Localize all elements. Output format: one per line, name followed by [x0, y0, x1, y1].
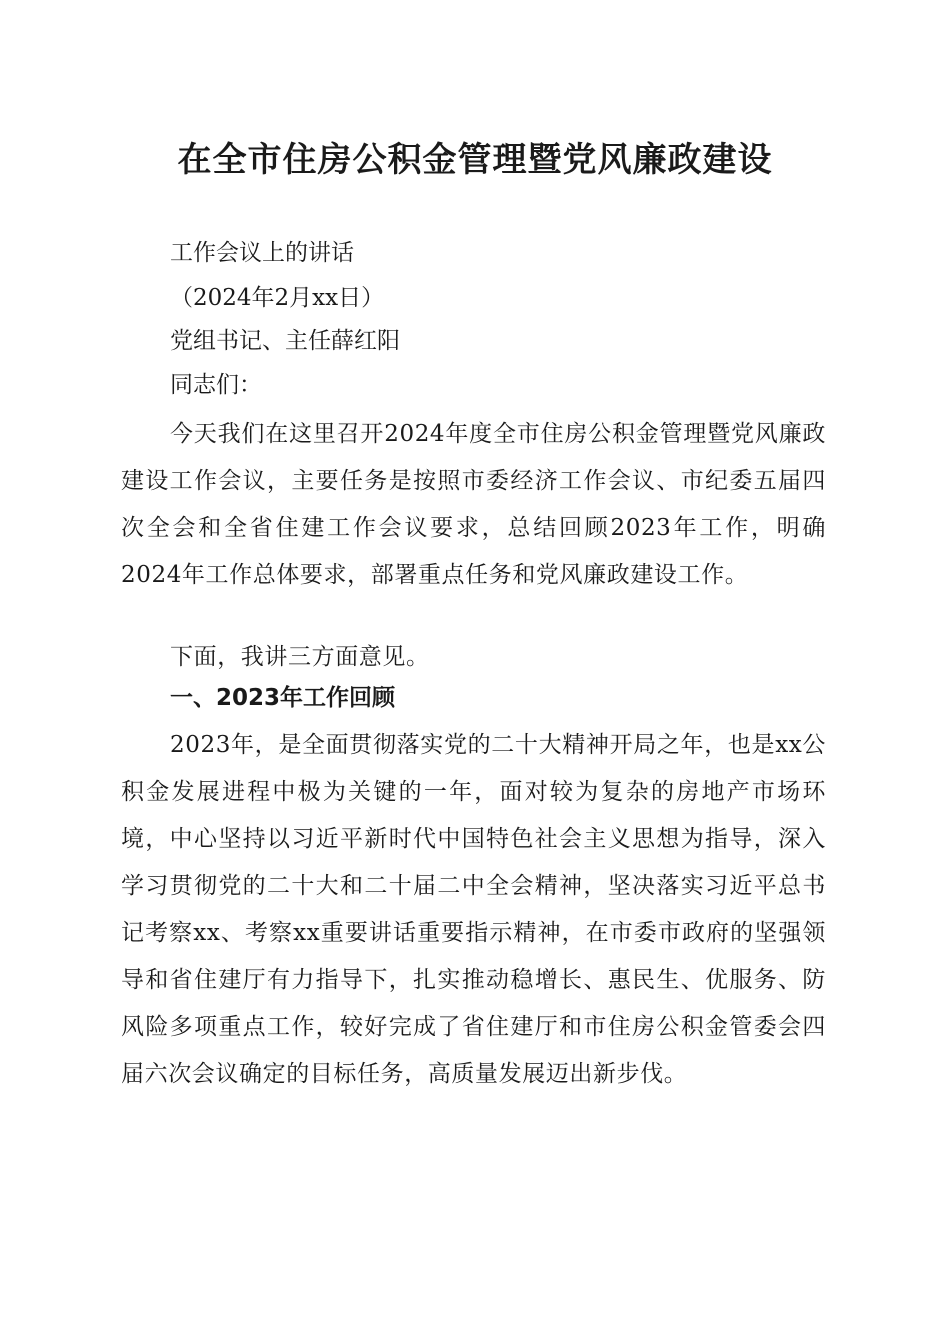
section-paragraph: 2023年，是全面贯彻落实党的二十大精神开局之年，也是xx公积金发展进程中极为关键的一年，面对较为复杂的房地产市场环境，中心坚持以习近平新时代中国特色社会主义思想为指导，深入学习贯彻党的二十大和二十届二中全会精神，坚决落实习近平总书记考察xx、考察xx重要讲话重要指示精神，在市委市政府的坚强领导和省住建厅有力指导下，扎实推动稳增长、惠民生、优服务、防风险多项重点工作，较好完成了省住建厅和市住房公积金管委会四届六次会议确定的目标任务，高质量发展迈出新步伐。: [121, 732, 826, 1087]
document-subtitle: 工作会议上的讲话: [170, 240, 354, 266]
intro-paragraph: 今天我们在这里召开2024年度全市住房公积金管理暨党风廉政建设工作会议，主要任务是按照市委经济工作会议、市纪委五届四次全会和全省住建工作会议要求，总结回顾2023年工作，明确2024年工作总体要求，部署重点任务和党风廉政建设工作。: [121, 421, 826, 588]
speaker-line: 党组书记、主任薛红阳: [170, 328, 400, 354]
transition-paragraph: 下面，我讲三方面意见。: [170, 644, 430, 670]
salutation: 同志们：: [170, 372, 262, 398]
section-heading: 一、2023年工作回顾: [170, 685, 396, 711]
speech-date: （2024年2月xx日）: [170, 285, 385, 311]
document-title: 在全市住房公积金管理暨党风廉政建设: [177, 140, 773, 180]
